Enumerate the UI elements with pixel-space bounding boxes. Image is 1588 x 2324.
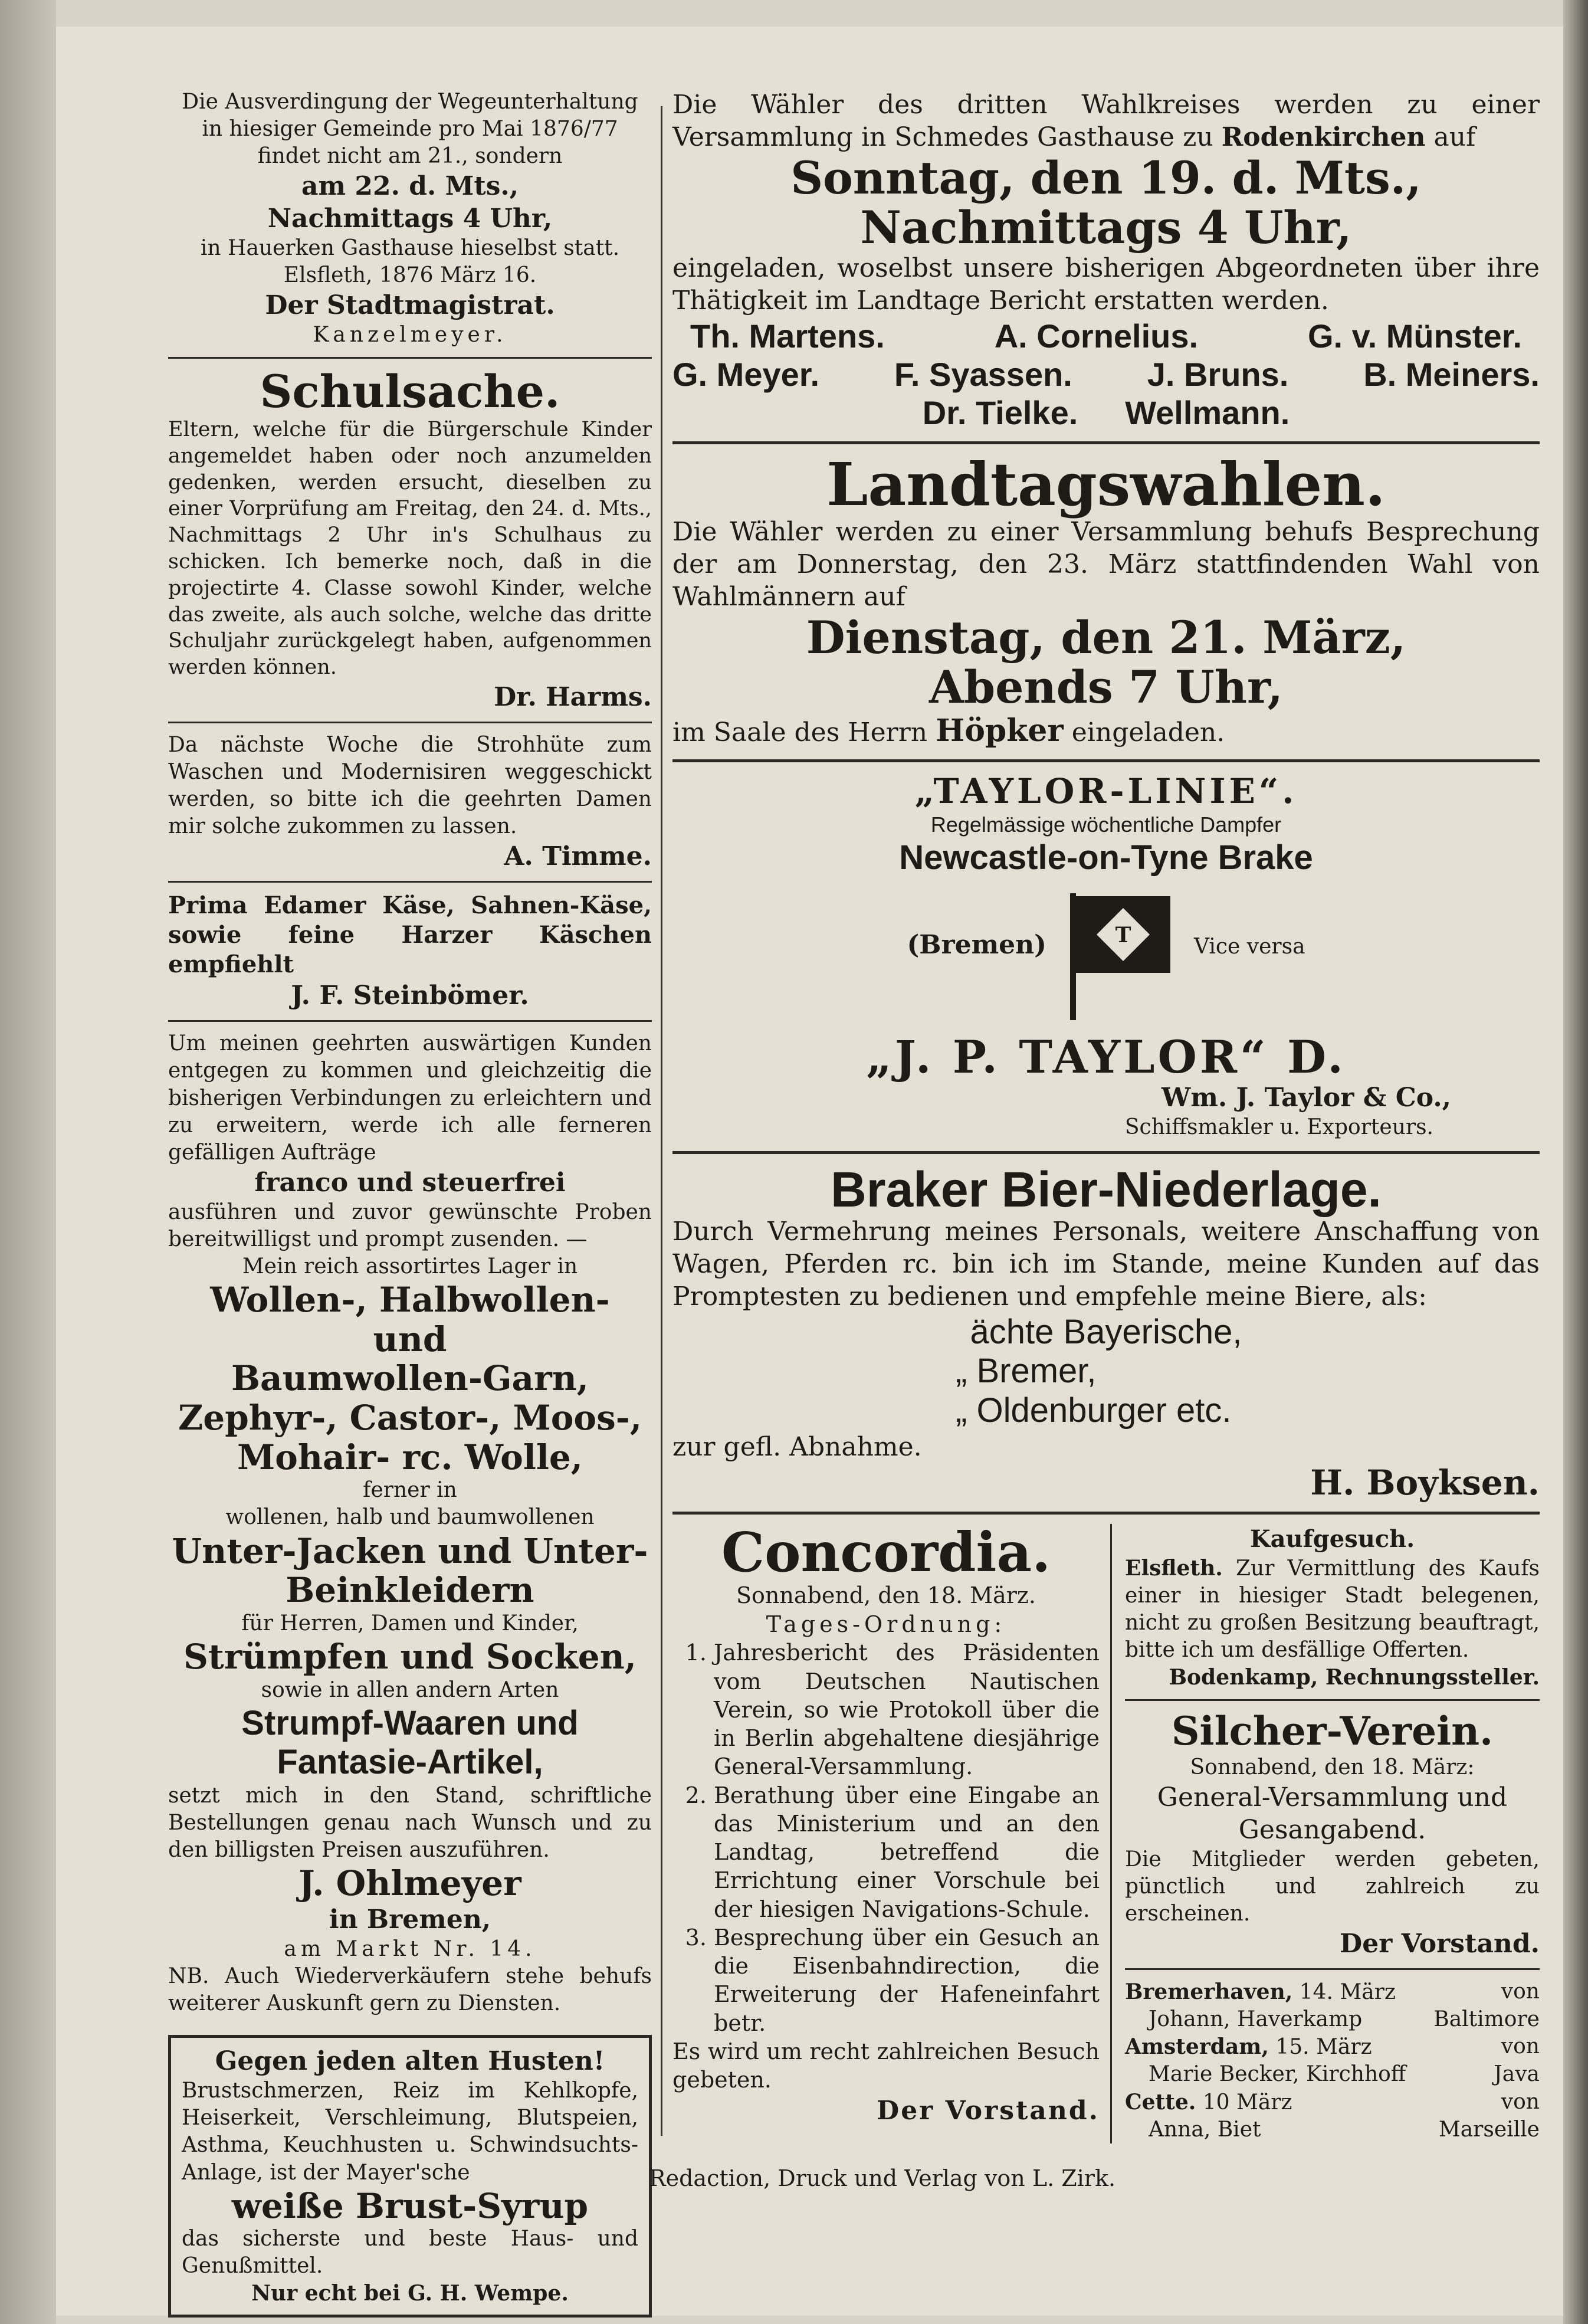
beer-item [672, 1391, 1540, 1431]
candidate: G. v. Münster. [1307, 317, 1522, 355]
school-title: Schulsache. [260, 365, 560, 418]
silcher-signature: Der Vorstand. [1340, 1929, 1540, 1959]
hats-signature: A. Timme. [504, 841, 652, 872]
wool-close: setzt mich in den Stand, schriftliche Bestellungen genau nach Wunsch und zu den billigsten Preisen auszuführen. [168, 1784, 652, 1863]
elections-place-post: eingeladen. [1071, 717, 1225, 748]
taylor-agent-sub: Schiffsmakler u. Exporteurs. [1124, 1115, 1433, 1140]
taylor-sub: Regelmässige wöchentliche Dampfer [930, 812, 1282, 837]
school-signature: Dr. Harms. [494, 682, 652, 713]
purchase-text [1125, 1555, 1540, 1664]
notice-place: in Hauerken Gasthause hieselbst statt. [200, 236, 620, 261]
wool-ad [168, 1030, 652, 2017]
beer-item-name: Oldenburger etc. [976, 1391, 1232, 1430]
landtag-elections-ad [672, 450, 1540, 750]
wool-line: Zephyr-, Castor-, Moos-, [178, 1398, 642, 1438]
shipping-entry [1125, 2089, 1540, 2143]
shipping-dest: Baltimore [1433, 2007, 1540, 2032]
notice-line: findet nicht am 21., sondern [257, 144, 563, 169]
wool-line: Baumwollen-Garn, [231, 1358, 589, 1399]
shipping-date: 10 März [1202, 2090, 1292, 2115]
candidate: Th. Martens. [690, 317, 885, 355]
shipping-line [1125, 2061, 1540, 2088]
wool-after: ausführen und zuvor gewünschte Proben bereitwilligst und prompt zusenden. — [168, 1199, 652, 1251]
wool-intro: Um meinen geehrten auswärtigen Kunden entgegen zu kommen und gleichzeitig die bisherigen Verbindungen zu erleichtern und zu erweitern, werde ich alle ferneren gefälligen Aufträge [168, 1031, 652, 1165]
shipping-line [1125, 2006, 1540, 2033]
notice-signature: Der Stadtmagistrat. [265, 290, 555, 321]
concordia-date: Sonnabend, den 18. März. [736, 1582, 1036, 1609]
divider [1125, 1968, 1540, 1970]
cough-text: Brustschmerzen, Reiz im Kehlkopfe, Heiserkeit, Verschleimung, Blutspeien, Asthma, Keuchhusten u. Schwindsuchts-Anlage, ist der Mayer'sche [182, 2079, 638, 2185]
shipping-place: Cette. [1125, 2089, 1196, 2115]
taylor-title: „TAYLOR-LINIE“. [914, 771, 1298, 812]
wool-line: Strumpf-Waaren und [241, 1703, 579, 1742]
shipping-port [1125, 2033, 1372, 2061]
ditto-mark: „ [956, 1352, 967, 1391]
divider [168, 722, 652, 723]
divider [168, 881, 652, 883]
cough-after: das sicherste und beste Haus- und Genußmittel. [182, 2227, 638, 2279]
straw-hats-ad [168, 732, 652, 873]
notice-line: Die Ausverdingung der Wegeunterhaltung [182, 90, 638, 114]
voters-auf: auf [1433, 122, 1476, 152]
candidate: B. Meiners. [1363, 356, 1540, 394]
wool-line: Wollen-, Halbwollen- und [210, 1279, 610, 1359]
taylor-vice: Vice versa [1193, 934, 1305, 959]
candidate: Dr. Tielke. [922, 394, 1078, 432]
divider [672, 1151, 1540, 1154]
wool-line: Strümpfen und Socken, [183, 1637, 636, 1677]
elections-place [672, 712, 1540, 750]
candidate: J. Bruns. [1147, 356, 1289, 394]
flag-letter: T [1115, 922, 1131, 948]
ditto-mark: „ [956, 1391, 967, 1430]
taylor-agent: Wm. J. Taylor & Co., [1161, 1083, 1451, 1113]
elections-date: Dienstag, den 21. März, [806, 611, 1406, 664]
agenda-item: 3. Besprechung über ein Gesuch an die Eisenbahndirection, die Erweiterung der Hafeneinfahrt betr. [714, 1923, 1100, 2037]
silcher-text: Die Mitglieder werden gebeten, pünctlich und zahlreich zu erscheinen. [1125, 1847, 1540, 1926]
candidate: A. Cornelius. [994, 317, 1199, 355]
wool-line: Unter-Jacken und Unter-Beinkleidern [172, 1530, 648, 1611]
right-column [672, 88, 1540, 2143]
wool-ferner: ferner in [363, 1478, 457, 1503]
divider [672, 441, 1540, 444]
shipping-date: 14. März [1299, 1980, 1396, 2005]
silcher-title: Silcher-Verein. [1171, 1708, 1494, 1755]
hats-text: Da nächste Woche die Strohhüte zum Waschen und Modernisiren weggeschickt werden, so bitte ich die geehrten Damen mir solche zukommen zu lassen. [168, 733, 652, 839]
wool-sowie: sowie in allen andern Arten [261, 1677, 559, 1702]
purchase-body: Zur Vermittlung des Kaufs einer in hiesiger Stadt belegenen, nicht zu großen Besitzung beauftragt, bitte ich um desfällige Offerten. [1125, 1556, 1540, 1662]
shipping-news [1125, 1978, 1540, 2143]
shipping-date: 15. März [1275, 2035, 1372, 2060]
shipping-dest: Java [1494, 2062, 1540, 2087]
beer-item [672, 1352, 1540, 1391]
concordia-close: Es wird um recht zahlreichen Besuch gebeten. [672, 2038, 1100, 2093]
shipping-place: Amsterdam, [1125, 2034, 1269, 2060]
concordia-title: Concordia. [721, 1520, 1051, 1585]
beer-signature: H. Boyksen. [1310, 1462, 1540, 1503]
elections-place-name: Höpker [936, 713, 1064, 749]
candidate: F. Syassen. [894, 356, 1072, 394]
shipping-dir: von [1501, 1979, 1540, 2004]
divider [672, 1512, 1540, 1515]
voters-place: Rodenkirchen [1221, 122, 1426, 152]
divider [672, 759, 1540, 762]
notice-dateline: Elsfleth, 1876 März 16. [283, 263, 537, 288]
elections-text: Die Wähler werden zu einer Versammlung behufs Besprechung der am Donnerstag, den 23. März stattfindenden Wahl von Wahlmännern auf [672, 517, 1540, 612]
shipping-entry [1125, 2033, 1540, 2088]
wool-fuer: für Herren, Damen und Kinder, [241, 1611, 579, 1635]
school-text: Eltern, welche für die Bürgerschule Kinder angemeldet haben oder noch anzumelden gedenken, werden ersucht, dieselben zu einer Vorprüfung am Freitag, den 24. d. Mts., Nachmittags 2 Uhr in's Schulhaus zu schicken. Ich bemerke noch, daß in die projectirte 4. Classe sowohl Kinder, welche das zweite, als auch solche, welche das dritte Schuljahr zurückgelegt haben, aufgenommen werden können. [168, 418, 652, 680]
voters-meeting-ad [672, 88, 1540, 432]
shipping-place: Bremerhaven, [1125, 1979, 1293, 2005]
notice-name: Kanzelmeyer. [313, 323, 507, 348]
beer-item-name: Bremer, [976, 1352, 1097, 1391]
cough-product: weiße Brust-Syrup [231, 2185, 589, 2226]
beer-close: zur gefl. Abnahme. [672, 1431, 922, 1462]
silcher-line: Gesangabend. [1238, 1814, 1426, 1845]
wool-line: Mohair- rc. Wolle, [237, 1437, 583, 1477]
purchase-request-ad [1125, 1524, 1540, 1691]
cough-title: Gegen jeden alten Husten! [215, 2046, 605, 2077]
agenda-item: 2. Berathung über eine Eingabe an das Ministerium und an den Landtag, betreffend die Errichtung einer Vorschule bei der hiesigen Navigations-Schule. [714, 1781, 1100, 1923]
cough-syrup-ad [168, 2035, 652, 2317]
taylor-ship: „J. P. TAYLOR“ D. [866, 1030, 1346, 1083]
divider [168, 357, 652, 359]
shipping-line [1125, 1978, 1540, 2006]
right-subcolumn [1112, 1524, 1540, 2143]
wool-woll: wollenen, halb und baumwollenen [225, 1505, 595, 1530]
binding-spine [0, 0, 56, 2324]
left-column [168, 88, 652, 2318]
cough-sold: Nur echt bei G. H. Wempe. [251, 2281, 569, 2306]
voters-text1: Die Wähler des dritten Wahlkreises werden zu einer Versammlung in Schmedes Gasthause zu [672, 90, 1540, 152]
taylor-flag-area [672, 887, 1540, 1023]
candidate-row [672, 355, 1540, 394]
cheese-ad [168, 891, 652, 1012]
school-notice [168, 367, 652, 713]
shipping-line [1125, 2089, 1540, 2116]
shipping-entry [1125, 1978, 1540, 2033]
notice-time: Nachmittags 4 Uhr, [267, 204, 553, 234]
concordia-ad [672, 1520, 1112, 2143]
candidate: Wellmann. [1125, 394, 1290, 432]
road-maintenance-notice [168, 88, 652, 349]
cheese-signature: J. F. Steinbömer. [291, 981, 529, 1011]
purchase-title: Kaufgesuch. [1249, 1525, 1415, 1553]
wool-lager: Mein reich assortirtes Lager in [242, 1254, 578, 1279]
taylor-line-ad [672, 772, 1540, 1141]
agenda-list [672, 1638, 1100, 2037]
shipping-port [1125, 1978, 1396, 2006]
wool-nb: NB. Auch Wiederverkäufern stehe behufs weiterer Auskunft gern zu Diensten. [168, 1964, 652, 2016]
taylor-bremen: (Bremen) [907, 929, 1046, 960]
candidate: G. Meyer. [672, 356, 820, 394]
shipping-line [1125, 2116, 1540, 2143]
shipping-ship: Anna, Biet [1149, 2117, 1261, 2142]
shipping-ship: Johann, Haverkamp [1149, 2007, 1363, 2032]
silcher-date: Sonnabend, den 18. März: [1190, 1755, 1475, 1779]
elections-title: Landtagswahlen. [826, 450, 1386, 520]
wool-franco: franco und steuerfrei [254, 1167, 566, 1198]
shipping-dest: Marseille [1438, 2117, 1540, 2142]
column-rule [661, 106, 662, 2136]
beer-text: Durch Vermehrung meines Personals, weitere Anschaffung von Wagen, Pferden rc. bin ich im Stande, meine Kunden auf das Promptesten zu bedienen und empfehle meine Biere, als: [672, 1216, 1540, 1312]
voters-time: Nachmittags 4 Uhr, [860, 201, 1352, 254]
wool-city: in Bremen, [329, 1905, 491, 1935]
voters-date: Sonntag, den 19. d. Mts., [790, 152, 1422, 204]
silcher-line: General-Versammlung und [1157, 1782, 1508, 1812]
beer-depot-ad [672, 1163, 1540, 1503]
wool-signature: J. Ohlmeyer [298, 1863, 521, 1904]
taylor-route: Newcastle-on-Tyne Brake [899, 838, 1313, 877]
notice-line: in hiesiger Gemeinde pro Mai 1876/77 [202, 117, 618, 142]
voters-text [672, 88, 1540, 153]
wool-line: Fantasie-Artikel, [277, 1743, 543, 1782]
shipping-dir: von [1501, 2034, 1540, 2059]
elections-time: Abends 7 Uhr, [929, 660, 1283, 713]
divider [1125, 1699, 1540, 1701]
candidate-row [672, 394, 1540, 432]
purchase-place: Elsfleth. [1125, 1555, 1223, 1581]
beer-title: Braker Bier-Niederlage. [831, 1161, 1382, 1217]
agenda-item: 1. Jahresbericht des Präsidenten vom Deutschen Nautischen Verein, so wie Protokoll über die in Berlin abgehaltene diesjährige General-Versammlung. [714, 1638, 1100, 1781]
shipping-ship: Marie Becker, Kirchhoff [1149, 2062, 1406, 2087]
voters-text2: eingeladen, woselbst unsere bisherigen Abgeordneten über ihre Thätigkeit im Landtage Bericht erstatten werden. [672, 253, 1540, 316]
beer-item: ächte Bayerische, [970, 1312, 1242, 1351]
imprint-footer: Redaction, Druck und Verlag von L. Zirk. [649, 2165, 1116, 2191]
house-flag-icon [1064, 887, 1176, 1023]
shipping-line [1125, 2033, 1540, 2061]
shipping-port [1125, 2089, 1292, 2116]
elections-place-pre: im Saale des Herrn [672, 717, 928, 748]
divider [168, 1020, 652, 1022]
shipping-dir: von [1501, 2089, 1540, 2114]
concordia-signature: Der Vorstand. [877, 2096, 1100, 2126]
page-edge [1563, 0, 1588, 2324]
wool-address: am Markt Nr. 14. [284, 1937, 536, 1962]
concordia-agenda: Tages-Ordnung: [766, 1611, 1006, 1637]
bottom-split [672, 1520, 1540, 2143]
purchase-signature: Bodenkamp, Rechnungssteller. [1169, 1664, 1540, 1690]
cheese-text: Prima Edamer Käse, Sahnen-Käse, sowie feine Harzer Käschen empfiehlt [168, 891, 652, 979]
notice-date: am 22. d. Mts., [301, 171, 519, 202]
candidate-row [672, 317, 1540, 355]
silcher-society-ad [1125, 1709, 1540, 1960]
